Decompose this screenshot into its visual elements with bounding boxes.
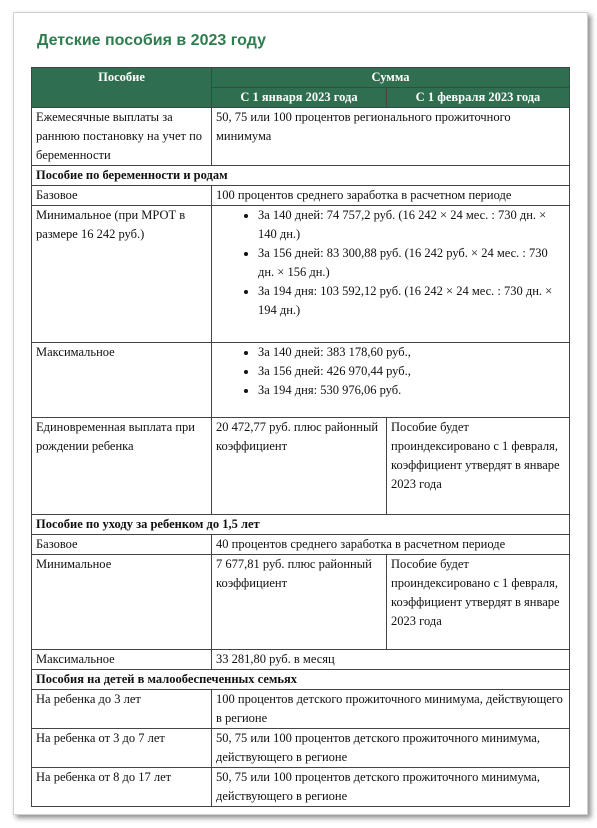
list-item: • За 156 дней: 426 970,44 руб., (258, 362, 563, 381)
page-title: Детские пособия в 2023 году (37, 32, 266, 49)
header-from-feb: С 1 февраля 2023 года (387, 88, 570, 108)
row-label: Базовое (32, 535, 212, 555)
row-note: Пособие будет проиндексировано с 1 февраля, коэффициент утвердят в январе 2023 года (387, 555, 570, 650)
section-lowincome: Пособия на детей в малообеспеченных семьях (32, 670, 570, 690)
bullet-list (216, 206, 563, 320)
table-row (32, 108, 570, 166)
table-row (32, 768, 570, 807)
row-label: Максимальное (32, 650, 212, 670)
list-item: • За 156 дней: 83 300,88 руб. (16 242 руб. × 24 мес. : 730 дн. × 156 дн.) (258, 244, 563, 282)
table-row (32, 186, 570, 206)
row-label: Базовое (32, 186, 212, 206)
table-row (32, 343, 570, 418)
document-page (13, 12, 588, 815)
list-item: • За 140 дней: 74 757,2 руб. (16 242 × 24 мес. : 730 дн. × 140 дн.) (258, 206, 563, 244)
section-maternity: Пособие по беременности и родам (32, 166, 570, 186)
list-item: • За 194 дня: 103 592,12 руб. (16 242 × 24 мес. : 730 дн. × 194 дн.) (258, 282, 563, 320)
row-value: 33 281,80 руб. в месяц (212, 650, 570, 670)
list-item: • За 140 дней: 383 178,60 руб., (258, 343, 563, 362)
row-value: 50, 75 или 100 процентов детского прожиточного минимума, действующего в регионе (212, 729, 570, 768)
table-row (32, 535, 570, 555)
bullet-list (216, 343, 563, 400)
row-label: Минимальное (при МРОТ в размере 16 242 руб.) (32, 206, 212, 343)
list-item: • За 194 дня: 530 976,06 руб. (258, 381, 563, 400)
table-row (32, 650, 570, 670)
row-value (212, 343, 570, 418)
row-label: Единовременная выплата при рождении ребенка (32, 418, 212, 515)
row-label: На ребенка до 3 лет (32, 690, 212, 729)
row-label: Максимальное (32, 343, 212, 418)
row-note: Пособие будет проиндексировано с 1 февраля, коэффициент утвердят в январе 2023 года (387, 418, 570, 515)
row-value: 50, 75 или 100 процентов регионального прожиточного минимума (212, 108, 570, 166)
table-row (32, 206, 570, 343)
row-value: 100 процентов среднего заработка в расчетном периоде (212, 186, 570, 206)
table-row (32, 729, 570, 768)
row-label: На ребенка от 8 до 17 лет (32, 768, 212, 807)
table-row (32, 690, 570, 729)
benefits-table (31, 67, 570, 807)
row-value: 50, 75 или 100 процентов детского прожиточного минимума, действующего в регионе (212, 768, 570, 807)
row-label: На ребенка от 3 до 7 лет (32, 729, 212, 768)
section-childcare: Пособие по уходу за ребенком до 1,5 лет (32, 515, 570, 535)
row-value: 20 472,77 руб. плюс районный коэффициент (212, 418, 387, 515)
header-benefit: Пособие (32, 68, 212, 108)
header-from-jan: С 1 января 2023 года (212, 88, 387, 108)
row-value: 7 677,81 руб. плюс районный коэффициент (212, 555, 387, 650)
table-row (32, 418, 570, 515)
row-label: Ежемесячные выплаты за раннюю постановку на учет по беременности (32, 108, 212, 166)
header-amount: Сумма (212, 68, 570, 88)
row-value: 40 процентов среднего заработка в расчетном периоде (212, 535, 570, 555)
row-label: Минимальное (32, 555, 212, 650)
row-value: 100 процентов детского прожиточного минимума, действующего в регионе (212, 690, 570, 729)
table-row (32, 555, 570, 650)
row-value (212, 206, 570, 343)
